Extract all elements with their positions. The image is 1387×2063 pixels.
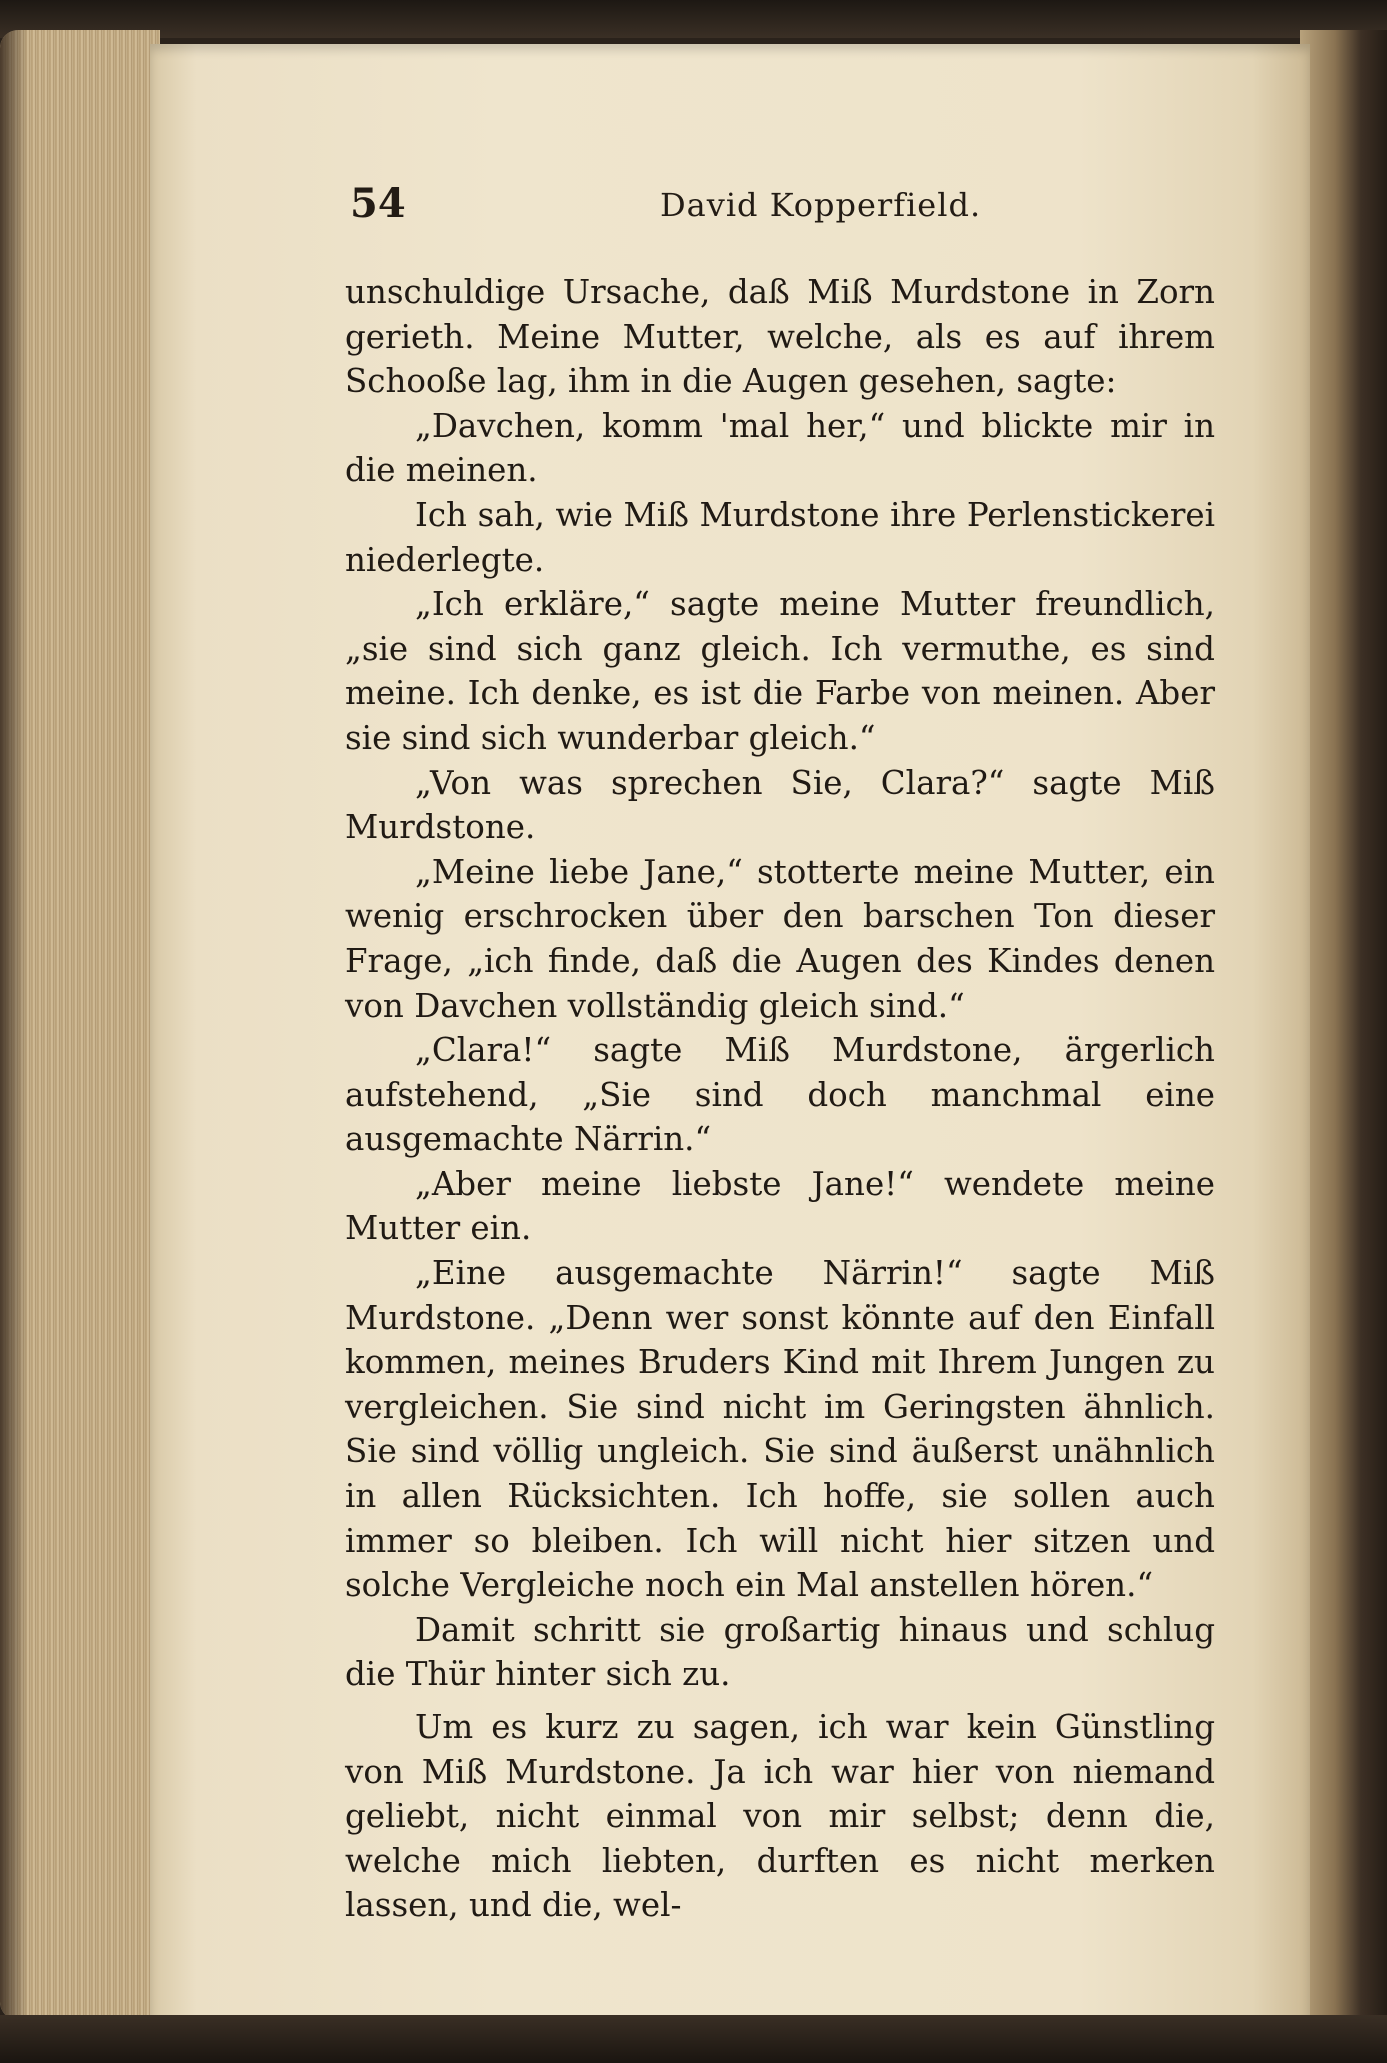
paragraph: Damit schritt sie großartig hinaus und schlug die Thür hinter sich zu. <box>345 1610 1215 1694</box>
body-text <box>345 270 1215 1928</box>
page-number: 54 <box>350 180 406 227</box>
paragraph: „Davchen, komm 'mal her,“ und blickte mir in die meinen. <box>345 406 1215 490</box>
page-edges-shadow <box>0 30 28 2020</box>
paragraph: „Clara!“ sagte Miß Murdstone, ärgerlich aufstehend, „Sie sind doch manchmal eine ausgemachte Närrin.“ <box>345 1031 1215 1159</box>
paragraph: „Meine liebe Jane,“ stotterte meine Mutter, ein wenig erschrocken über den barschen Ton dieser Frage, „ich finde, daß die Augen des Kindes denen von Davchen vollständig gleich sind.“ <box>345 852 1215 1025</box>
paragraph: „Eine ausgemachte Närrin!“ sagte Miß Murdstone. „Denn wer sonst könnte auf den Einfall kommen, meines Bruders Kind mit Ihrem Jungen zu vergleichen. Sie sind nicht im Geringsten ähnlich. Sie sind völlig ungleich. Sie sind äußerst unähnlich in allen Rücksichten. Ich hoffe, sie sollen auch immer so bleiben. Ich will nicht hier sitzen und solche Vergleiche noch ein Mal anstellen hören.“ <box>345 1254 1215 1605</box>
paragraph: Um es kurz zu sagen, ich war kein Günstling von Miß Murdstone. Ja ich war hier von niemand geliebt, nicht einmal von mir selbst; denn die, welche mich liebten, durften es nicht merken lassen, und die, wel- <box>345 1708 1215 1925</box>
paragraph: „Aber meine liebste Jane!“ wendete meine Mutter ein. <box>345 1164 1215 1248</box>
running-title: David Kopperfield. <box>660 186 982 224</box>
paragraph: „Von was sprechen Sie, Clara?“ sagte Miß Murdstone. <box>345 763 1215 847</box>
paragraph: unschuldige Ursache, daß Miß Murdstone in Zorn gerieth. Meine Mutter, welche, als es auf ihrem Schooße lag, ihm in die Augen gesehen, sagte: <box>345 273 1215 401</box>
paragraph: Ich sah, wie Miß Murdstone ihre Perlenstickerei niederlegte. <box>345 495 1215 579</box>
paragraph: „Ich erkläre,“ sagte meine Mutter freundlich, „sie sind sich ganz gleich. Ich vermuthe, es sind meine. Ich denke, es ist die Farbe von meinen. Aber sie sind sich wunderbar gleich.“ <box>345 585 1215 757</box>
book-cover-edge <box>1300 30 1387 2020</box>
book-background-top <box>0 0 1387 38</box>
book-background-bottom <box>0 2015 1387 2063</box>
page-header <box>350 180 1210 240</box>
